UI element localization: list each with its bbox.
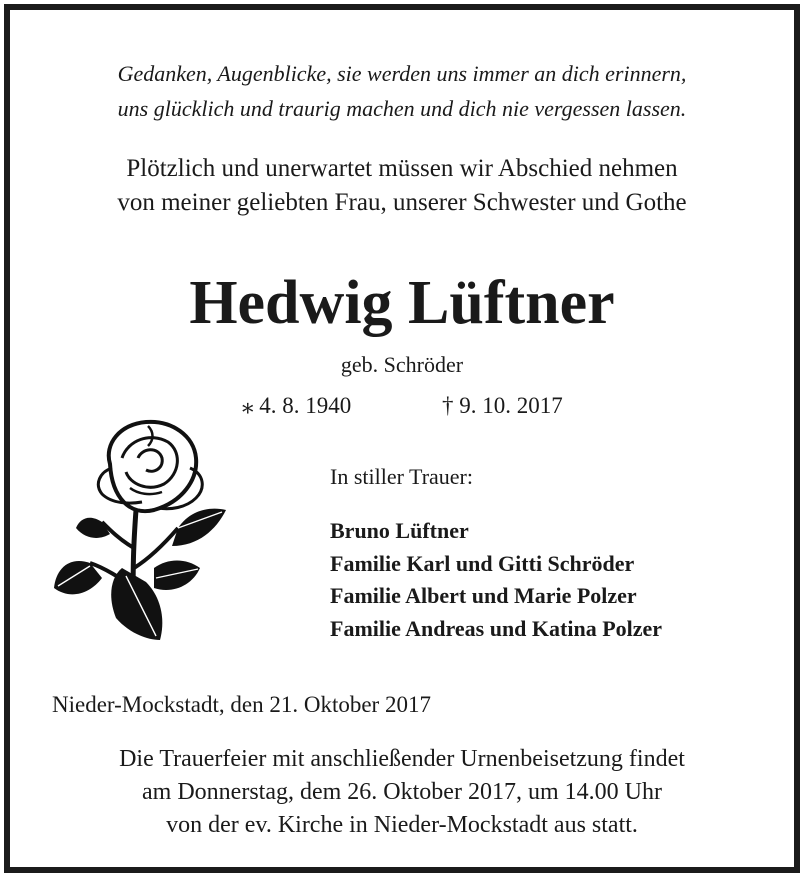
ceremony-line-3: von der ev. Kirche in Nieder-Mockstadt aus statt. — [166, 812, 638, 838]
obituary-frame — [4, 4, 800, 873]
list-item: Bruno Lüftner — [330, 518, 469, 543]
intro-line-1: Plötzlich und unerwartet müssen wir Abschied nehmen — [126, 155, 678, 182]
mourners-list — [330, 515, 662, 645]
ceremony-notice — [10, 743, 794, 842]
poem-line-2: uns glücklich und traurig machen und dich nie vergessen lassen. — [117, 96, 687, 121]
rose-icon — [50, 418, 228, 642]
announcement-intro — [10, 152, 794, 220]
mourning-label: In stiller Trauer: — [330, 464, 473, 489]
ceremony-line-1: Die Trauerfeier mit anschließender Urnenbeisetzung findet — [119, 746, 685, 772]
poem-line-1: Gedanken, Augenblicke, sie werden uns immer an dich erinnern, — [117, 61, 687, 86]
list-item: Familie Karl und Gitti Schröder — [330, 550, 635, 576]
memorial-poem — [10, 56, 794, 126]
place-and-date: Nieder-Mockstadt, den 21. Oktober 2017 — [52, 692, 431, 717]
death-date: † 9. 10. 2017 — [442, 393, 563, 418]
list-item: Familie Andreas und Katina Polzer — [330, 615, 663, 641]
birth-date: ⁎ 4. 8. 1940 — [242, 393, 352, 418]
list-item: Familie Albert und Marie Polzer — [330, 583, 637, 608]
intro-line-2: von meiner geliebten Frau, unserer Schwester und Gothe — [117, 189, 687, 216]
ceremony-line-2: am Donnerstag, dem 26. Oktober 2017, um 14.00 Uhr — [142, 779, 662, 805]
deceased-name: Hedwig Lüftner — [189, 269, 615, 337]
birth-name: geb. Schröder — [340, 352, 464, 377]
